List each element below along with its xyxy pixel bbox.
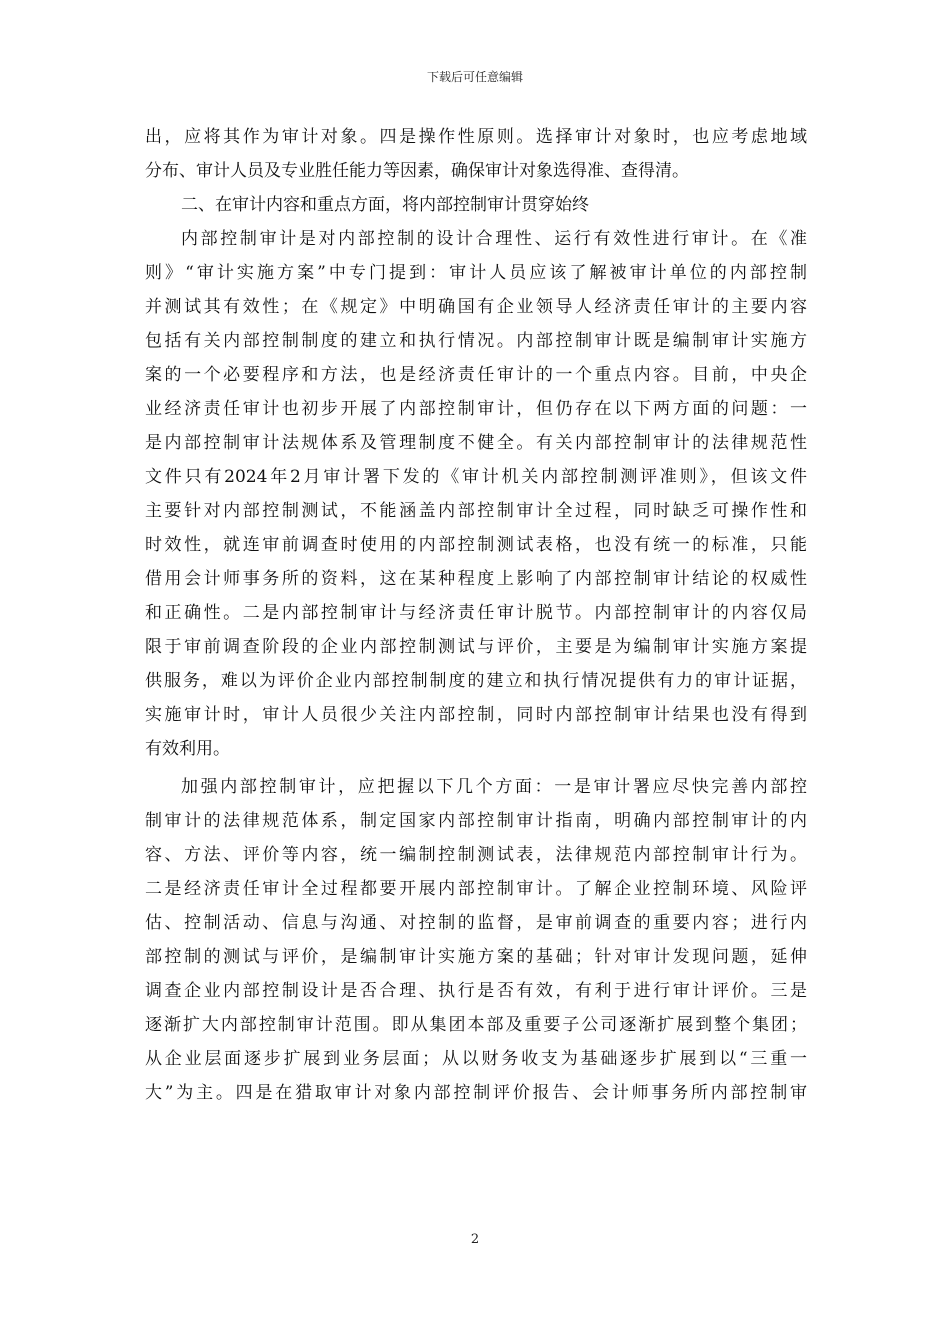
text-line: 供服务，难以为评价企业内部控制制度的建立和执行情况提供有力的审计证据， [145, 671, 807, 691]
document-body [145, 120, 807, 1110]
text-line: 出，应将其作为审计对象。四是操作性原则。选择审计对象时，也应考虑地域 [145, 127, 807, 147]
text-line: 估、控制活动、信息与沟通、对控制的监督，是审前调查的重要内容；进行内 [145, 913, 807, 933]
text-line: 大”为主。四是在猎取审计对象内部控制评价报告、会计师事务所内部控制审 [145, 1083, 807, 1103]
text-line: 制审计的法律规范体系，制定国家内部控制审计指南，明确内部控制审计的内 [145, 811, 807, 831]
text-line: 容、方法、评价等内容，统一编制控制测试表，法律规范内部控制审计行为。 [145, 845, 807, 865]
page-number: 2 [470, 1232, 480, 1247]
text-line: 实施审计时，审计人员很少关注内部控制，同时内部控制审计结果也没有得到 [145, 705, 807, 725]
text-line: 案的一个必要程序和方法，也是经济责任审计的一个重点内容。目前，中央企 [145, 365, 807, 385]
text-line: 加强内部控制审计，应把握以下几个方面：一是审计署应尽快完善内部控 [181, 777, 807, 797]
text-line: 则》“审计实施方案”中专门提到：审计人员应该了解被审计单位的内部控制 [145, 263, 807, 283]
text-line: 逐渐扩大内部控制审计范围。即从集团本部及重要子公司逐渐扩展到整个集团； [145, 1015, 807, 1035]
text-line: 从企业层面逐步扩展到业务层面；从以财务收支为基础逐步扩展到以“三重一 [145, 1049, 807, 1069]
page-header: 下载后可任意编辑 [426, 70, 523, 84]
text-line: 文件只有2024年2月审计署下发的《审计机关内部控制测评准则》，但该文件 [145, 467, 807, 487]
text-line: 时效性，就连审前调查时使用的内部控制测试表格，也没有统一的标准，只能 [145, 535, 807, 555]
text-line: 限于审前调查阶段的企业内部控制测试与评价，主要是为编制审计实施方案提 [145, 637, 807, 657]
text-line: 包括有关内部控制制度的建立和执行情况。内部控制审计既是编制审计实施方 [145, 331, 807, 351]
text-line: 和正确性。二是内部控制审计与经济责任审计脱节。内部控制审计的内容仅局 [145, 603, 807, 623]
paragraph [145, 222, 807, 766]
paragraph [145, 770, 807, 1110]
text-line: 主要针对内部控制测试，不能涵盖内部控制审计全过程，同时缺乏可操作性和 [145, 501, 807, 521]
text-line: 借用会计师事务所的资料，这在某种程度上影响了内部控制审计结论的权威性 [145, 569, 807, 589]
text-line: 二是经济责任审计全过程都要开展内部控制审计。了解企业控制环境、风险评 [145, 879, 807, 899]
text-line: 部控制的测试与评价，是编制审计实施方案的基础；针对审计发现问题，延伸 [145, 947, 807, 967]
text-line: 内部控制审计是对内部控制的设计合理性、运行有效性进行审计。在《准 [181, 229, 807, 249]
section-heading: 二、在审计内容和重点方面，将内部控制审计贯穿始终 [181, 195, 589, 215]
text-line: 分布、审计人员及专业胜任能力等因素，确保审计对象选得准、查得清。 [145, 161, 689, 181]
text-line: 业经济责任审计也初步开展了内部控制审计，但仍存在以下两方面的问题：一 [145, 399, 807, 419]
text-line: 有效利用。 [145, 739, 230, 759]
text-line: 并测试其有效性；在《规定》中明确国有企业领导人经济责任审计的主要内容 [145, 297, 807, 317]
text-line: 调查企业内部控制设计是否合理、执行是否有效，有利于进行审计评价。三是 [145, 981, 807, 1001]
paragraph [145, 120, 807, 188]
text-line: 是内部控制审计法规体系及管理制度不健全。有关内部控制审计的法律规范性 [145, 433, 807, 453]
